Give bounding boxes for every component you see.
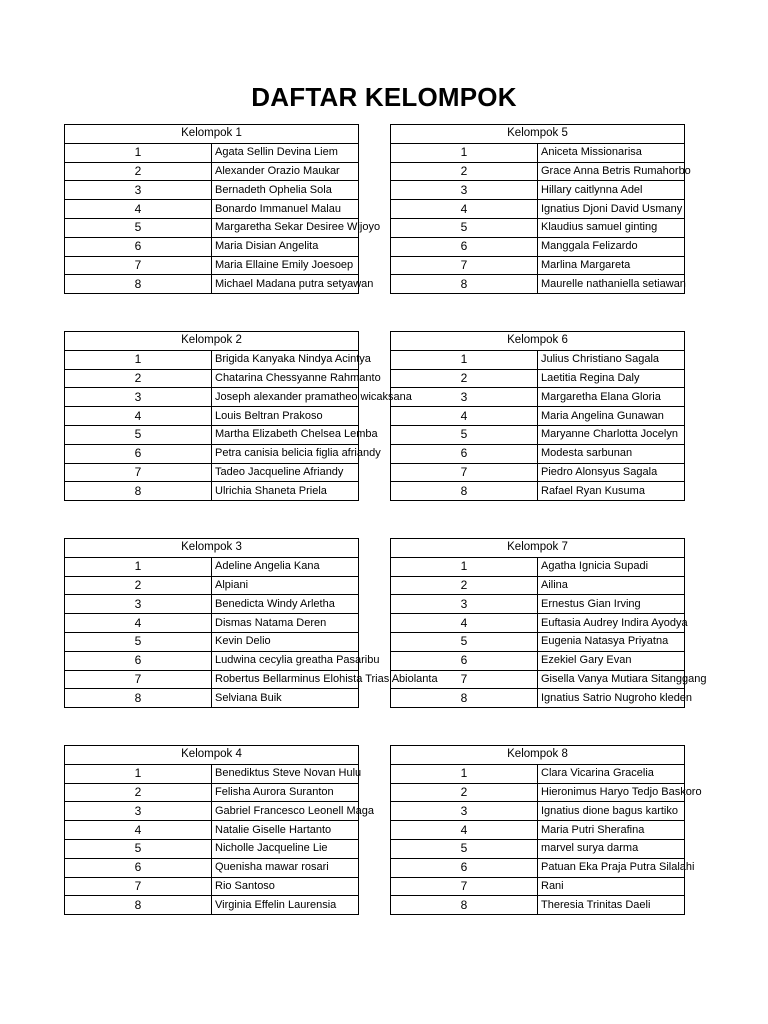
member-number: 7 [391,463,538,482]
member-row [391,821,685,840]
member-row [391,275,685,294]
member-row [391,839,685,858]
member-name: Klaudius samuel ginting [538,218,685,237]
member-row [65,670,359,689]
member-name: Eugenia Natasya Priyatna [538,632,685,651]
group-table [390,124,691,294]
member-name: Maria Angelina Gunawan [538,407,685,426]
member-row [391,350,685,369]
member-name: Alpiani [212,576,359,595]
member-name: Maryanne Charlotta Jocelyn [538,425,685,444]
member-number: 2 [65,369,212,388]
member-row [391,576,685,595]
member-row [65,425,359,444]
member-number: 6 [391,444,538,463]
member-name: Tadeo Jacqueline Afriandy [212,463,359,482]
group-title: Kelompok 3 [65,539,359,558]
member-number: 1 [391,350,538,369]
group-title: Kelompok 2 [65,332,359,351]
member-name: Ernestus Gian Irving [538,595,685,614]
member-row [391,858,685,877]
member-number: 4 [391,614,538,633]
member-row [391,896,685,915]
member-name: Chatarina Chessyanne Rahmanto [212,369,359,388]
member-row [65,181,359,200]
member-number: 6 [391,858,538,877]
member-row [65,388,359,407]
member-number: 1 [65,557,212,576]
group-header-row [65,539,359,558]
member-name: Virginia Effelin Laurensia [212,896,359,915]
member-number: 6 [65,237,212,256]
member-row [391,764,685,783]
member-name: Ignatius Satrio Nugroho kleden [538,689,685,708]
group-title: Kelompok 8 [391,746,685,765]
member-row [65,576,359,595]
member-name: Maria Disian Angelita [212,237,359,256]
member-name: Bernadeth Ophelia Sola [212,181,359,200]
member-name: Manggala Felizardo [538,237,685,256]
member-row [391,877,685,896]
member-number: 4 [65,407,212,426]
member-row [391,237,685,256]
member-name: Quenisha mawar rosari [212,858,359,877]
member-name: Adeline Angelia Kana [212,557,359,576]
member-row [391,181,685,200]
member-number: 3 [391,181,538,200]
member-name: Clara Vicarina Gracelia [538,764,685,783]
member-row [65,218,359,237]
member-number: 8 [391,689,538,708]
member-number: 7 [65,670,212,689]
member-number: 4 [65,200,212,219]
member-row [391,162,685,181]
member-name: Patuan Eka Praja Putra Silalahi [538,858,685,877]
member-row [65,275,359,294]
member-name: Theresia Trinitas Daeli [538,896,685,915]
member-name: Alexander Orazio Maukar [212,162,359,181]
member-number: 6 [65,444,212,463]
member-number: 5 [65,218,212,237]
member-name: Maria Ellaine Emily Joesoep [212,256,359,275]
group-table [64,538,438,708]
member-row [391,218,685,237]
member-number: 1 [65,350,212,369]
member-row [65,595,359,614]
member-number: 3 [65,595,212,614]
member-number: 3 [65,181,212,200]
member-row [391,670,685,689]
member-name: Natalie Giselle Hartanto [212,821,359,840]
member-row [391,557,685,576]
member-row [391,200,685,219]
member-row [391,632,685,651]
member-number: 8 [65,275,212,294]
member-row [65,632,359,651]
member-number: 1 [391,557,538,576]
member-name: Laetitia Regina Daly [538,369,685,388]
member-row [65,896,359,915]
member-number: 7 [391,670,538,689]
member-name: Gabriel Francesco Leonell Maga [212,802,359,821]
group-title: Kelompok 5 [391,125,685,144]
member-number: 7 [65,463,212,482]
member-row [65,237,359,256]
member-number: 2 [391,369,538,388]
member-name: Selviana Buik [212,689,359,708]
member-row [391,651,685,670]
member-name: Brigida Kanyaka Nindya Acintya [212,350,359,369]
member-row [391,388,685,407]
member-number: 1 [391,764,538,783]
member-row [65,689,359,708]
group-table [390,745,702,915]
member-row [65,858,359,877]
member-name: Gisella Vanya Mutiara Sitanggang [538,670,685,689]
group-header-row [391,332,685,351]
member-row [391,143,685,162]
member-number: 2 [391,576,538,595]
group-header-row [65,746,359,765]
member-number: 5 [65,839,212,858]
member-number: 4 [65,614,212,633]
member-number: 1 [65,143,212,162]
member-name: Ezekiel Gary Evan [538,651,685,670]
member-number: 4 [65,821,212,840]
member-row [65,877,359,896]
member-name: Ulrichia Shaneta Priela [212,482,359,501]
member-row [391,369,685,388]
member-name: Piedro Alonsyus Sagala [538,463,685,482]
member-row [65,821,359,840]
member-number: 2 [65,783,212,802]
member-name: Felisha Aurora Suranton [212,783,359,802]
member-number: 3 [391,388,538,407]
member-number: 1 [391,143,538,162]
member-name: Benedicta Windy Arletha [212,595,359,614]
group-table [390,331,685,501]
member-number: 8 [391,482,538,501]
member-row [65,369,359,388]
member-number: 3 [391,595,538,614]
member-number: 8 [65,482,212,501]
member-name: Dismas Natama Deren [212,614,359,633]
member-number: 2 [391,783,538,802]
member-name: Hillary caitlynna Adel [538,181,685,200]
member-name: Margaretha Sekar Desiree Wijoyo [212,218,359,237]
group-title: Kelompok 6 [391,332,685,351]
member-name: Rafael Ryan Kusuma [538,482,685,501]
member-number: 4 [391,407,538,426]
member-name: Maria Putri Sherafina [538,821,685,840]
member-row [391,689,685,708]
member-row [65,407,359,426]
member-name: Michael Madana putra setyawan [212,275,359,294]
member-row [391,595,685,614]
member-name: Marlina Margareta [538,256,685,275]
group-table [64,124,381,294]
member-number: 7 [391,256,538,275]
member-row [391,256,685,275]
member-name: Kevin Delio [212,632,359,651]
member-number: 2 [65,162,212,181]
group-header-row [391,125,685,144]
member-row [391,425,685,444]
member-name: Petra canisia belicia figlia afriandy [212,444,359,463]
member-name: Ailina [538,576,685,595]
member-name: Hieronimus Haryo Tedjo Baskoro [538,783,685,802]
member-number: 8 [391,275,538,294]
member-row [65,614,359,633]
member-name: Robertus Bellarminus Elohista Trias Abiolanta [212,670,359,689]
member-row [65,143,359,162]
member-row [65,783,359,802]
group-title: Kelompok 1 [65,125,359,144]
member-number: 5 [391,425,538,444]
member-number: 6 [65,651,212,670]
member-row [391,482,685,501]
member-name: Euftasia Audrey Indira Ayodya [538,614,685,633]
member-row [65,651,359,670]
member-row [391,407,685,426]
member-name: Agatha Ignicia Supadi [538,557,685,576]
member-row [65,482,359,501]
member-number: 5 [391,632,538,651]
group-title: Kelompok 7 [391,539,685,558]
member-row [65,162,359,181]
group-table [64,745,374,915]
group-header-row [391,539,685,558]
member-number: 5 [391,839,538,858]
member-name: Ignatius dione bagus kartiko [538,802,685,821]
group-header-row [65,332,359,351]
member-name: Ignatius Djoni David Usmany [538,200,685,219]
member-row [391,614,685,633]
member-number: 3 [65,388,212,407]
member-number: 7 [391,877,538,896]
member-row [65,802,359,821]
member-row [65,256,359,275]
member-number: 5 [65,425,212,444]
member-number: 7 [65,877,212,896]
member-number: 1 [65,764,212,783]
group-table [64,331,412,501]
member-name: Agata Sellin Devina Liem [212,143,359,162]
group-title: Kelompok 4 [65,746,359,765]
member-row [65,444,359,463]
member-row [65,200,359,219]
member-name: Grace Anna Betris Rumahorbo [538,162,685,181]
member-name: Modesta sarbunan [538,444,685,463]
member-number: 2 [65,576,212,595]
member-row [65,557,359,576]
member-name: Rani [538,877,685,896]
member-number: 3 [391,802,538,821]
member-name: Joseph alexander pramatheo wicaksana [212,388,359,407]
member-number: 4 [391,200,538,219]
member-name: Maurelle nathaniella setiawan [538,275,685,294]
member-row [65,764,359,783]
member-number: 3 [65,802,212,821]
member-number: 6 [65,858,212,877]
member-name: Benediktus Steve Novan Hulu [212,764,359,783]
member-number: 6 [391,237,538,256]
member-row [65,463,359,482]
member-name: Ludwina cecylia greatha Pasaribu [212,651,359,670]
member-name: Bonardo Immanuel Malau [212,200,359,219]
member-name: Nicholle Jacqueline Lie [212,839,359,858]
member-row [65,839,359,858]
member-row [391,802,685,821]
member-number: 5 [391,218,538,237]
member-number: 8 [65,896,212,915]
group-header-row [391,746,685,765]
member-name: Margaretha Elana Gloria [538,388,685,407]
member-name: marvel surya darma [538,839,685,858]
member-row [391,444,685,463]
member-number: 2 [391,162,538,181]
group-table [390,538,707,708]
member-name: Aniceta Missionarisa [538,143,685,162]
member-number: 4 [391,821,538,840]
member-number: 8 [391,896,538,915]
page-title: DAFTAR KELOMPOK [251,82,517,112]
member-number: 5 [65,632,212,651]
member-row [391,463,685,482]
member-name: Louis Beltran Prakoso [212,407,359,426]
member-number: 6 [391,651,538,670]
member-row [391,783,685,802]
member-row [65,350,359,369]
member-name: Rio Santoso [212,877,359,896]
member-name: Martha Elizabeth Chelsea Lemba [212,425,359,444]
member-number: 7 [65,256,212,275]
group-header-row [65,125,359,144]
member-name: Julius Christiano Sagala [538,350,685,369]
member-number: 8 [65,689,212,708]
